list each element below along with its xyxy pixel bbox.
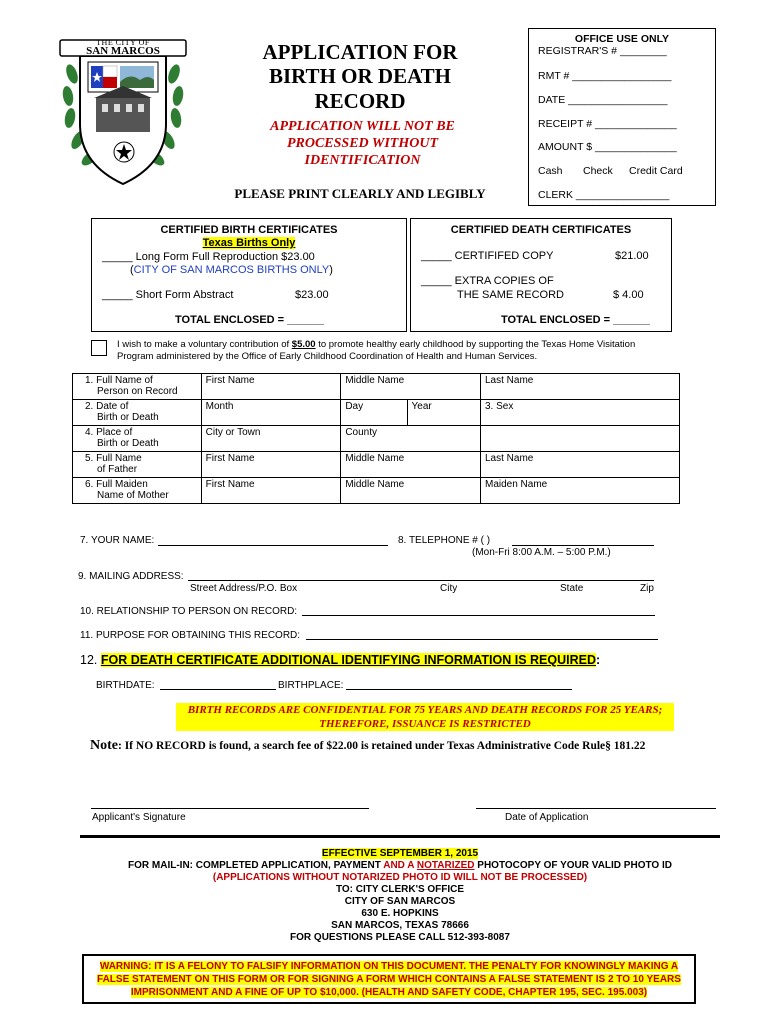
seal-city-line2: SAN MARCOS — [86, 45, 160, 57]
mail-in-line1-d: PHOTOCOPY OF YOUR VALID PHOTO ID — [474, 860, 672, 871]
your-name-line[interactable] — [158, 545, 388, 546]
felony-warning-box — [82, 954, 696, 1004]
office-use-box — [528, 28, 716, 206]
first-name-cell[interactable]: First Name — [201, 374, 341, 400]
death-total-enclosed[interactable]: TOTAL ENCLOSED = ______ — [501, 314, 650, 326]
amount-field: AMOUNT $ ______________ — [538, 141, 677, 153]
row-label-line1: 2. Date of — [85, 401, 129, 412]
table-row — [73, 426, 680, 452]
row-label-line2: Person on Record — [97, 386, 178, 397]
city-town-cell[interactable]: City or Town — [201, 426, 341, 452]
mail-in-line1 — [80, 860, 720, 872]
birth-subheading — [92, 237, 406, 249]
telephone-line[interactable] — [512, 545, 654, 546]
mail-city-state: SAN MARCOS, TEXAS 78666 — [331, 920, 469, 931]
row-label-line2: Birth or Death — [97, 412, 159, 423]
effective-date: EFFECTIVE SEPTEMBER 1, 2015 — [321, 848, 479, 859]
father-last-name-cell[interactable]: Last Name — [480, 452, 679, 478]
relationship-label: 10. RELATIONSHIP TO PERSON ON RECORD: — [80, 606, 298, 617]
street-address-hint: Street Address/P.O. Box — [190, 583, 298, 594]
row-label-line1: 5. Full Name — [85, 453, 142, 464]
purpose-line[interactable] — [306, 639, 658, 640]
mother-middle-name-cell[interactable]: Middle Name — [341, 478, 481, 504]
rmt-field: RMT # _________________ — [538, 70, 672, 82]
table-row — [73, 478, 680, 504]
mail-to: TO: CITY CLERK'S OFFICE — [335, 884, 465, 895]
row-label-line1: 6. Full Maiden — [85, 479, 148, 490]
middle-name-cell[interactable]: Middle Name — [341, 374, 481, 400]
mailing-address-line[interactable] — [188, 580, 654, 581]
donation-amount: $5.00 — [291, 339, 316, 350]
city-hint: City — [440, 583, 458, 594]
applicant-signature-label: Applicant's Signature — [92, 812, 186, 823]
death-certificates-box — [410, 218, 672, 332]
page-title-line1: APPLICATION FOR — [262, 40, 458, 64]
county-cell[interactable]: County — [341, 426, 481, 452]
payment-cash: Cash — [538, 165, 563, 177]
mother-maiden-name-cell[interactable]: Maiden Name — [480, 478, 679, 504]
birth-heading: CERTIFIED BIRTH CERTIFICATES — [160, 224, 338, 236]
year-cell[interactable]: Year — [407, 400, 480, 426]
long-form-option[interactable]: _____ Long Form Full Reproduction $23.00 — [102, 251, 315, 263]
felony-warning-text: WARNING: IT IS A FELONY TO FALSIFY INFORMATION ON THIS DOCUMENT. THE PENALTY FOR KNOWINGLY MAKING A FALSE STATEMENT ON THIS FORM OR FOR SIGNING A FORM WHICH CONTAINS A FALSE STATEMENT IS 2 TO 10 YEARS IMPRISONMENT AND A FINE OF UP TO $10,000. (HEALTH AND SAFETY CODE, CHAPTER 195, SEC. 195.003) — [97, 961, 681, 998]
seal-city-line1: THE CITY OF — [96, 38, 150, 47]
birthdate-label: BIRTHDATE: — [96, 680, 155, 691]
month-cell[interactable]: Month — [201, 400, 341, 426]
state-hint: State — [560, 583, 584, 594]
item12-text: FOR DEATH CERTIFICATE ADDITIONAL IDENTIFYING INFORMATION IS REQUIRED — [100, 653, 596, 667]
long-form-note-open: ( — [130, 264, 134, 276]
short-form-price: $23.00 — [295, 289, 329, 301]
certified-copy-option[interactable]: _____ CERTIFIFED COPY — [421, 250, 554, 262]
table-row — [73, 400, 680, 426]
empty-cell — [480, 426, 679, 452]
short-form-option[interactable]: _____ Short Form Abstract — [102, 289, 234, 301]
date-field: DATE _________________ — [538, 94, 668, 106]
payment-check: Check — [583, 165, 613, 177]
day-cell[interactable]: Day — [341, 400, 407, 426]
note-text: : If NO RECORD is found, a search fee of $22.00 is retained under Texas Administrative Code Rule§ 181.22 — [118, 740, 646, 752]
identification-warning: APPLICATION WILL NOT BE PROCESSED WITHOUT IDENTIFICATION — [270, 119, 455, 168]
confidentiality-line1: BIRTH RECORDS ARE CONFIDENTIAL FOR 75 YEARS AND DEATH RECORDS FOR 25 YEARS; — [187, 704, 663, 716]
print-clearly-notice: PLEASE PRINT CLEARLY AND LEGIBLY — [234, 186, 486, 201]
application-date-line[interactable] — [476, 808, 716, 809]
long-form-note-text: CITY OF SAN MARCOS BIRTHS ONLY — [133, 264, 330, 276]
clerk-field: CLERK ________________ — [538, 189, 670, 201]
signature-line[interactable] — [91, 808, 369, 809]
row-label — [73, 400, 202, 426]
texas-births-only-label: Texas Births Only — [202, 237, 296, 249]
row-label — [73, 452, 202, 478]
mail-in-instructions — [80, 848, 720, 944]
mail-in-line1-a: FOR MAIL-IN: COMPLETED APPLICATION, PAYMENT — [128, 860, 384, 871]
zip-hint: Zip — [640, 583, 654, 594]
search-fee-note — [90, 738, 730, 754]
row-label-line2: of Father — [97, 464, 138, 475]
mailing-address-label: 9. MAILING ADDRESS: — [78, 571, 184, 582]
application-date-label: Date of Application — [505, 812, 589, 823]
mail-city: CITY OF SAN MARCOS — [344, 896, 456, 907]
row-label — [73, 426, 202, 452]
mail-in-notarized: NOTARIZED — [416, 860, 475, 871]
row-label-line1: 4. Place of — [85, 427, 133, 438]
relationship-line[interactable] — [302, 615, 655, 616]
mail-street: 630 E. HOPKINS — [361, 908, 439, 919]
table-row — [73, 452, 680, 478]
birth-total-enclosed[interactable]: TOTAL ENCLOSED = ______ — [175, 314, 324, 326]
sex-cell[interactable]: 3. Sex — [480, 400, 679, 426]
father-first-name-cell[interactable]: First Name — [201, 452, 341, 478]
row-label — [73, 374, 202, 400]
mail-in-line1-b: AND A — [383, 860, 417, 871]
birthplace-label: BIRTHPLACE: — [278, 680, 344, 691]
telephone-hours: (Mon-Fri 8:00 A.M. – 5:00 P.M.) — [472, 547, 611, 558]
confidentiality-notice — [176, 703, 674, 731]
note-label: Note — [90, 738, 118, 753]
row-label — [73, 478, 202, 504]
extra-copies-price: $ 4.00 — [613, 289, 644, 301]
row-label-line2: Name of Mother — [97, 490, 169, 501]
extra-copies-option[interactable]: _____ EXTRA COPIES OF — [421, 275, 554, 287]
last-name-cell[interactable]: Last Name — [480, 374, 679, 400]
birth-certificates-box — [91, 218, 407, 332]
your-name-label: 7. YOUR NAME: — [80, 535, 155, 546]
payment-credit-card: Credit Card — [629, 165, 683, 177]
registrar-field: REGISTRAR'S # ________ — [538, 45, 667, 57]
father-middle-name-cell[interactable]: Middle Name — [341, 452, 481, 478]
long-form-note-close: ) — [329, 264, 333, 276]
telephone-label: 8. TELEPHONE # ( ) — [398, 535, 491, 546]
record-info-table — [72, 373, 680, 504]
certified-copy-price: $21.00 — [615, 250, 649, 262]
donation-text-post: to promote healthy early childhood by supporting the Texas Home Visitation Program administered by the Office of Early Childhood Coordination of Health and Human Services. — [117, 339, 636, 362]
page-title-line2: BIRTH OR DEATH RECORD — [268, 64, 452, 113]
extra-copies-label: THE SAME RECORD — [457, 289, 564, 301]
death-heading: CERTIFIED DEATH CERTIFICATES — [450, 224, 632, 236]
section-divider — [80, 835, 720, 838]
donation-text-pre: I wish to make a voluntary contribution of — [117, 339, 292, 350]
receipt-field: RECEIPT # ______________ — [538, 118, 677, 130]
purpose-label: 11. PURPOSE FOR OBTAINING THIS RECORD: — [80, 630, 301, 641]
city-seal-logo — [58, 34, 188, 194]
donation-text — [117, 339, 647, 363]
confidentiality-line2: THEREFORE, ISSUANCE IS RESTRICTED — [319, 718, 531, 730]
donation-checkbox[interactable] — [91, 340, 107, 356]
mother-first-name-cell[interactable]: First Name — [201, 478, 341, 504]
long-form-note — [130, 264, 333, 276]
death-additional-info-heading — [80, 653, 600, 667]
birthdate-line[interactable] — [160, 689, 276, 690]
mail-in-line2: (APPLICATIONS WITHOUT NOTARIZED PHOTO ID WILL NOT BE PROCESSED) — [212, 872, 588, 883]
row-label-line2: Birth or Death — [97, 438, 159, 449]
mail-questions-phone: FOR QUESTIONS PLEASE CALL 512-393-8087 — [290, 932, 510, 943]
item12-number: 12. — [80, 653, 101, 667]
item12-colon: : — [596, 653, 601, 667]
birthplace-line[interactable] — [346, 689, 572, 690]
table-row — [73, 374, 680, 400]
office-use-title: OFFICE USE ONLY — [574, 33, 670, 45]
row-label-line1: 1. Full Name of — [85, 375, 153, 386]
